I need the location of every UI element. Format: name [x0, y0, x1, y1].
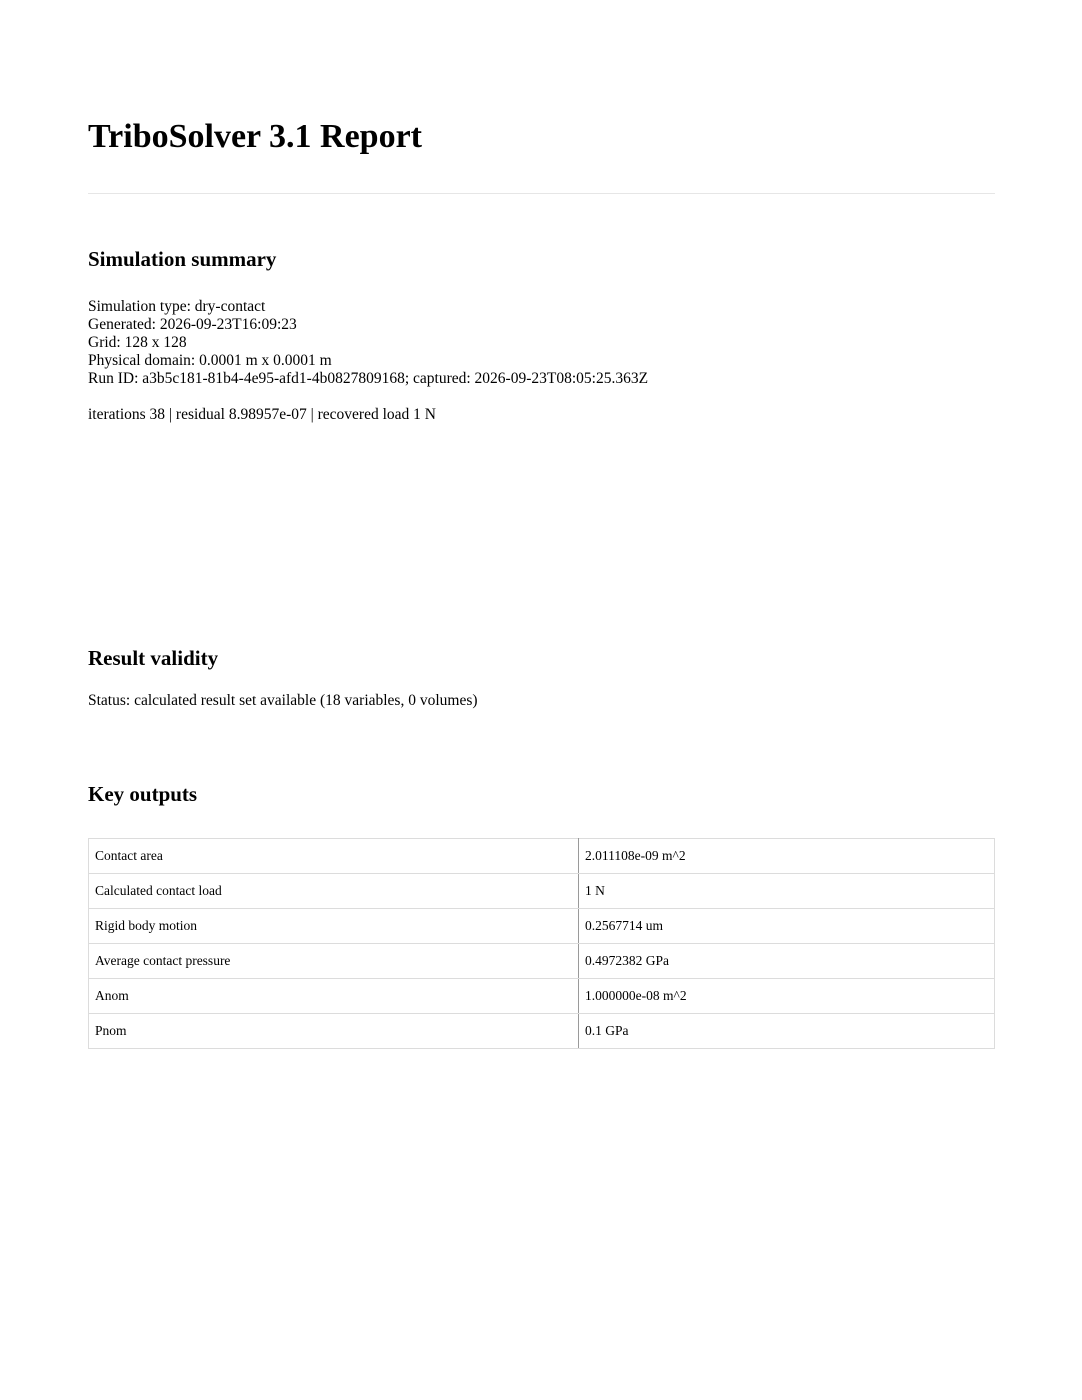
- output-label: Rigid body motion: [89, 909, 579, 944]
- output-label: Pnom: [89, 1014, 579, 1049]
- validity-status: Status: calculated result set available (18 variables, 0 volumes): [88, 692, 478, 709]
- output-value: 2.011108e-09 m^2: [579, 839, 995, 874]
- table-row: [89, 1014, 995, 1049]
- output-label: Anom: [89, 979, 579, 1014]
- title-divider: [88, 193, 995, 194]
- simulation-summary-block: [88, 298, 648, 388]
- summary-line-run-id: Run ID: a3b5c181-81b4-4e95-afd1-4b0827809168; captured: 2026-09-23T08:05:25.363Z: [88, 370, 649, 387]
- key-outputs-table: [88, 838, 995, 1049]
- table-row: [89, 979, 995, 1014]
- key-outputs-heading: Key outputs: [88, 782, 198, 806]
- output-value: 0.1 GPa: [579, 1014, 995, 1049]
- table-row: [89, 944, 995, 979]
- report-title: TriboSolver 3.1 Report: [88, 118, 422, 155]
- summary-line-simulation-type: Simulation type: dry-contact: [88, 298, 266, 315]
- table-row: [89, 909, 995, 944]
- output-label: Average contact pressure: [89, 944, 579, 979]
- summary-line-physical-domain: Physical domain: 0.0001 m x 0.0001 m: [88, 352, 332, 369]
- solver-stats-line: iterations 38 | residual 8.98957e-07 | recovered load 1 N: [88, 406, 436, 423]
- output-label: Calculated contact load: [89, 874, 579, 909]
- table-row: [89, 839, 995, 874]
- output-value: 0.4972382 GPa: [579, 944, 995, 979]
- output-value: 0.2567714 um: [579, 909, 995, 944]
- output-value: 1 N: [579, 874, 995, 909]
- table-row: [89, 874, 995, 909]
- summary-line-generated: Generated: 2026-09-23T16:09:23: [88, 316, 297, 333]
- result-validity-heading: Result validity: [88, 646, 219, 670]
- simulation-summary-heading: Simulation summary: [88, 247, 277, 271]
- output-value: 1.000000e-08 m^2: [579, 979, 995, 1014]
- output-label: Contact area: [89, 839, 579, 874]
- summary-line-grid: Grid: 128 x 128: [88, 334, 187, 351]
